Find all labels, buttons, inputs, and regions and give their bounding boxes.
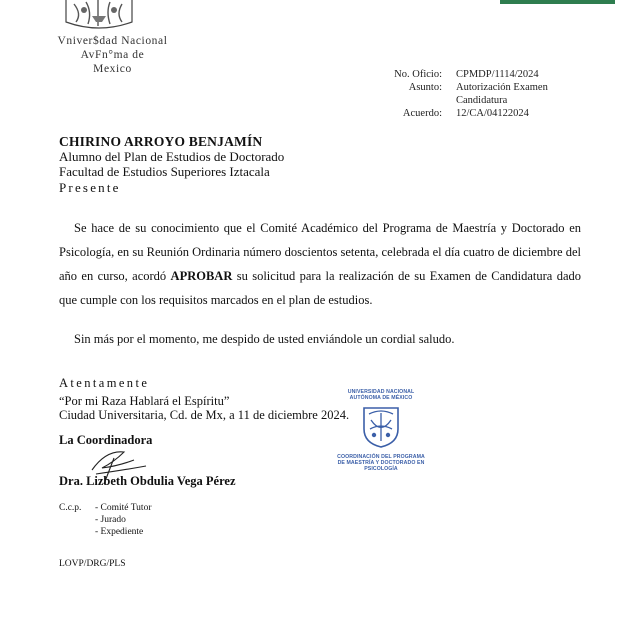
stamp-line: DE MAESTRÍA Y DOCTORADO EN <box>337 460 425 466</box>
atentamente-label: Atentamente <box>59 376 150 390</box>
university-name-line: AvFn°ma de <box>80 49 145 61</box>
addressee-block <box>59 134 284 195</box>
addressee-faculty: Facultad de Estudios Superiores Iztacala <box>59 164 270 179</box>
body-text-part2: su solicitud para la realización de su Examen de Candidatura dado que cumple con los requisitos marcados en el plan de estudios. <box>59 269 582 307</box>
university-name <box>40 34 185 76</box>
stamp-line: UNIVERSIDAD NACIONAL <box>347 389 415 395</box>
reference-row <box>380 107 576 120</box>
unam-crest-logo <box>62 0 136 30</box>
letter-body <box>59 216 581 312</box>
cc-row <box>59 502 152 514</box>
decision-highlight: APROBAR <box>170 269 233 283</box>
reference-row <box>380 68 576 81</box>
cc-item: - Expediente <box>95 527 144 537</box>
body-paragraph <box>59 216 581 312</box>
place-date: Ciudad Universitaria, Cd. de Mx, a 11 de diciembre 2024. <box>59 408 350 422</box>
stamp-line: COORDINACIÓN DEL PROGRAMA <box>337 454 425 460</box>
cc-item: - Comité Tutor <box>95 503 152 513</box>
closing-sentence: Sin más por el momento, me despido de usted enviándole un cordial saludo. <box>74 332 455 346</box>
stamp-bottom-text <box>330 454 432 472</box>
cc-row <box>59 526 152 538</box>
signer-role: La Coordinadora <box>59 433 153 447</box>
body-text-part1: Se hace de su conocimiento que el Comité Académico del Programa de Maestría y Doctorado en Psicología, en su Reunión Ordinaria número doscientos setenta, celebrada el día cuatro de diciembre del año en curso, acordó <box>59 221 581 283</box>
reference-label: Asunto: <box>408 82 442 93</box>
reference-label: No. Oficio: <box>394 69 442 80</box>
official-stamp <box>330 388 432 482</box>
corner-logo-fragment <box>500 0 615 6</box>
reference-block <box>380 68 576 120</box>
typist-initials: LOVP/DRG/PLS <box>59 559 126 569</box>
reference-value: 12/CA/04122024 <box>456 108 529 119</box>
university-name-line: Mexico <box>93 63 132 75</box>
addressee-program: Alumno del Plan de Estudios de Doctorado <box>59 149 285 164</box>
signoff-block <box>59 376 349 422</box>
reference-value: Autorización Examen Candidatura <box>456 82 548 106</box>
cc-item: - Jurado <box>95 515 126 525</box>
university-motto: “Por mi Raza Hablará el Espíritu” <box>59 394 230 408</box>
university-name-line: Vniver$dad Nacional <box>57 35 168 47</box>
cc-label: C.c.p. <box>59 503 82 513</box>
addressee-name: CHIRINO ARROYO BENJAMÍN <box>59 134 263 149</box>
signer-name: Dra. Lizbeth Obdulia Vega Pérez <box>59 474 236 488</box>
greeting: Presente <box>59 180 121 195</box>
stamp-top-text <box>330 389 432 401</box>
stamp-line: PSICOLOGÍA <box>364 466 398 472</box>
reference-label: Acuerdo: <box>402 108 442 119</box>
reference-row <box>380 81 576 107</box>
stamp-line: AUTÓNOMA DE MÉXICO <box>349 395 413 401</box>
cc-block <box>59 502 152 538</box>
stamp-emblem-icon <box>361 405 401 449</box>
cc-row <box>59 514 152 526</box>
reference-value: CPMDP/1114/2024 <box>456 69 539 80</box>
